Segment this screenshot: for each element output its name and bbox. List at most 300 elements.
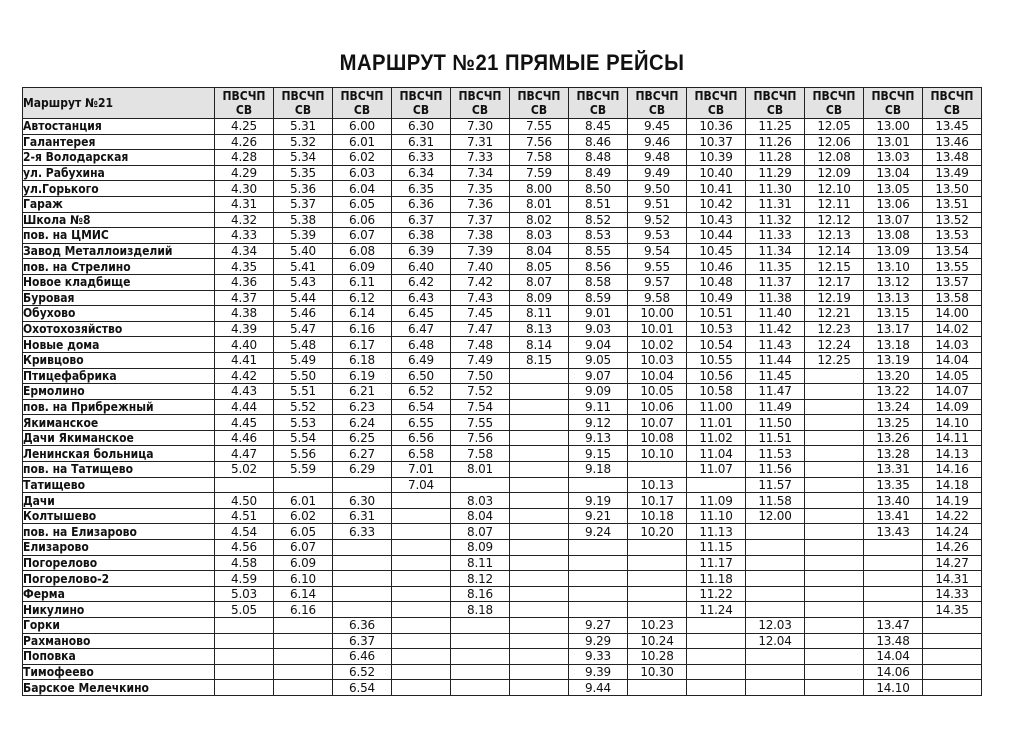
time-cell: [215, 618, 274, 634]
column-header: [451, 88, 510, 119]
stop-name: Галантерея: [23, 134, 215, 150]
time-cell: [805, 368, 864, 384]
time-cell: 10.02: [628, 337, 687, 353]
time-cell: [569, 571, 628, 587]
time-cell: 6.49: [392, 352, 451, 368]
time-cell: 6.48: [392, 337, 451, 353]
table-row: [23, 524, 982, 540]
time-cell: 8.04: [451, 508, 510, 524]
column-header: [215, 88, 274, 119]
time-cell: 6.23: [333, 399, 392, 415]
time-cell: 12.09: [805, 165, 864, 181]
time-cell: 12.00: [746, 508, 805, 524]
time-cell: [746, 586, 805, 602]
time-cell: 13.13: [864, 290, 923, 306]
time-cell: 9.53: [628, 228, 687, 244]
time-cell: 9.13: [569, 430, 628, 446]
table-row: [23, 555, 982, 571]
table-row: [23, 337, 982, 353]
time-cell: 5.02: [215, 462, 274, 478]
time-cell: 11.35: [746, 259, 805, 275]
time-cell: 7.40: [451, 259, 510, 275]
time-cell: 10.17: [628, 493, 687, 509]
time-cell: [510, 446, 569, 462]
time-cell: [274, 649, 333, 665]
time-cell: 5.34: [274, 150, 333, 166]
time-cell: 10.05: [628, 384, 687, 400]
table-row: [23, 649, 982, 665]
column-header: [805, 88, 864, 119]
column-header-line1: ПВСЧП: [694, 89, 738, 103]
time-cell: 5.31: [274, 119, 333, 135]
time-cell: 13.07: [864, 212, 923, 228]
time-cell: [510, 368, 569, 384]
time-cell: 13.40: [864, 493, 923, 509]
table-row: [23, 508, 982, 524]
time-cell: 13.54: [923, 243, 982, 259]
column-header-line1: ПВСЧП: [281, 89, 325, 103]
time-cell: [510, 508, 569, 524]
table-row: [23, 368, 982, 384]
stop-name: Автостанция: [23, 119, 215, 135]
time-cell: 13.20: [864, 368, 923, 384]
time-cell: 9.11: [569, 399, 628, 415]
time-cell: [805, 477, 864, 493]
table-row: [23, 664, 982, 680]
time-cell: 13.55: [923, 259, 982, 275]
column-header-line1: ПВСЧП: [458, 89, 502, 103]
time-cell: 7.37: [451, 212, 510, 228]
time-cell: [392, 618, 451, 634]
time-cell: 6.37: [392, 212, 451, 228]
time-cell: 13.47: [864, 618, 923, 634]
time-cell: 8.12: [451, 571, 510, 587]
time-cell: [392, 540, 451, 556]
time-cell: [510, 477, 569, 493]
time-cell: 13.49: [923, 165, 982, 181]
time-cell: 14.04: [923, 352, 982, 368]
time-cell: 11.15: [687, 540, 746, 556]
column-header-line2: СВ: [471, 103, 489, 117]
time-cell: 10.08: [628, 430, 687, 446]
time-cell: 9.18: [569, 462, 628, 478]
time-cell: 13.50: [923, 181, 982, 197]
time-cell: 5.39: [274, 228, 333, 244]
time-cell: 8.50: [569, 181, 628, 197]
time-cell: 9.54: [628, 243, 687, 259]
time-cell: 11.44: [746, 352, 805, 368]
time-cell: 13.35: [864, 477, 923, 493]
table-row: [23, 680, 982, 696]
time-cell: 14.27: [923, 555, 982, 571]
time-cell: [628, 540, 687, 556]
time-cell: 6.52: [333, 664, 392, 680]
time-cell: 12.03: [746, 618, 805, 634]
time-cell: [215, 649, 274, 665]
stop-name: Погорелово: [23, 555, 215, 571]
time-cell: 14.18: [923, 477, 982, 493]
time-cell: 12.21: [805, 306, 864, 322]
time-cell: [805, 415, 864, 431]
time-cell: 8.01: [451, 462, 510, 478]
stop-name: Кривцово: [23, 352, 215, 368]
stop-name: пов. на Татищево: [23, 462, 215, 478]
time-cell: 10.43: [687, 212, 746, 228]
time-cell: 6.35: [392, 181, 451, 197]
time-cell: 6.36: [333, 618, 392, 634]
time-cell: 8.04: [510, 243, 569, 259]
time-cell: 10.10: [628, 446, 687, 462]
time-cell: 12.19: [805, 290, 864, 306]
stop-name: Ферма: [23, 586, 215, 602]
time-cell: [451, 649, 510, 665]
time-cell: 6.03: [333, 165, 392, 181]
time-cell: [864, 555, 923, 571]
time-cell: 10.44: [687, 228, 746, 244]
stop-name: Школа №8: [23, 212, 215, 228]
time-cell: 6.04: [333, 181, 392, 197]
time-cell: 13.58: [923, 290, 982, 306]
time-cell: 8.48: [569, 150, 628, 166]
time-cell: 5.32: [274, 134, 333, 150]
time-cell: 11.34: [746, 243, 805, 259]
time-cell: 8.58: [569, 274, 628, 290]
stop-name: 2-я Володарская: [23, 150, 215, 166]
column-header-line2: СВ: [707, 103, 725, 117]
time-cell: 4.29: [215, 165, 274, 181]
time-cell: [510, 415, 569, 431]
time-cell: 6.29: [333, 462, 392, 478]
time-cell: 14.06: [864, 664, 923, 680]
time-cell: [628, 462, 687, 478]
time-cell: [923, 618, 982, 634]
time-cell: 7.54: [451, 399, 510, 415]
stop-name: Птицефабрика: [23, 368, 215, 384]
time-cell: 14.19: [923, 493, 982, 509]
time-cell: [687, 633, 746, 649]
time-cell: 13.00: [864, 119, 923, 135]
time-cell: 13.41: [864, 508, 923, 524]
time-cell: 6.38: [392, 228, 451, 244]
time-cell: [333, 602, 392, 618]
time-cell: 6.21: [333, 384, 392, 400]
time-cell: 14.16: [923, 462, 982, 478]
time-cell: 5.35: [274, 165, 333, 181]
time-cell: 13.25: [864, 415, 923, 431]
time-cell: 8.07: [510, 274, 569, 290]
column-header-line1: ПВСЧП: [576, 89, 620, 103]
time-cell: 10.40: [687, 165, 746, 181]
time-cell: 11.57: [746, 477, 805, 493]
time-cell: 4.54: [215, 524, 274, 540]
time-cell: 9.45: [628, 119, 687, 135]
time-cell: [510, 384, 569, 400]
time-cell: 5.47: [274, 321, 333, 337]
time-cell: 9.50: [628, 181, 687, 197]
time-cell: [451, 680, 510, 696]
time-cell: 13.09: [864, 243, 923, 259]
time-cell: [510, 586, 569, 602]
time-cell: 8.05: [510, 259, 569, 275]
time-cell: 11.13: [687, 524, 746, 540]
time-cell: 5.46: [274, 306, 333, 322]
time-cell: [746, 602, 805, 618]
time-cell: 11.24: [687, 602, 746, 618]
time-cell: 13.26: [864, 430, 923, 446]
time-cell: [333, 555, 392, 571]
time-cell: 4.44: [215, 399, 274, 415]
table-row: [23, 228, 982, 244]
time-cell: 6.54: [392, 399, 451, 415]
time-cell: [923, 633, 982, 649]
stop-name: Новое кладбище: [23, 274, 215, 290]
time-cell: 6.37: [333, 633, 392, 649]
time-cell: [805, 571, 864, 587]
time-cell: 7.30: [451, 119, 510, 135]
time-cell: 11.09: [687, 493, 746, 509]
time-cell: 10.49: [687, 290, 746, 306]
table-row: [23, 119, 982, 135]
time-cell: 10.07: [628, 415, 687, 431]
time-cell: 6.14: [274, 586, 333, 602]
time-cell: [746, 540, 805, 556]
time-cell: [392, 602, 451, 618]
column-header: [687, 88, 746, 119]
table-row: [23, 430, 982, 446]
table-row: [23, 446, 982, 462]
time-cell: [805, 602, 864, 618]
time-cell: 4.33: [215, 228, 274, 244]
time-cell: 9.04: [569, 337, 628, 353]
time-cell: 8.11: [451, 555, 510, 571]
table-row: [23, 399, 982, 415]
table-row: [23, 493, 982, 509]
time-cell: 11.43: [746, 337, 805, 353]
time-cell: 7.33: [451, 150, 510, 166]
time-cell: 5.53: [274, 415, 333, 431]
time-cell: 4.43: [215, 384, 274, 400]
time-cell: 4.34: [215, 243, 274, 259]
time-cell: 8.18: [451, 602, 510, 618]
time-cell: 10.06: [628, 399, 687, 415]
column-header: [274, 88, 333, 119]
time-cell: 8.45: [569, 119, 628, 135]
time-cell: 8.52: [569, 212, 628, 228]
time-cell: [392, 680, 451, 696]
time-cell: 8.59: [569, 290, 628, 306]
stop-name: Рахманово: [23, 633, 215, 649]
time-cell: 13.22: [864, 384, 923, 400]
time-cell: 4.47: [215, 446, 274, 462]
time-cell: [392, 586, 451, 602]
time-cell: 6.12: [333, 290, 392, 306]
time-cell: [333, 571, 392, 587]
time-cell: 11.25: [746, 119, 805, 135]
column-header-line2: СВ: [530, 103, 548, 117]
time-cell: 9.24: [569, 524, 628, 540]
time-cell: 4.26: [215, 134, 274, 150]
table-row: [23, 212, 982, 228]
time-cell: 13.57: [923, 274, 982, 290]
time-cell: 14.00: [923, 306, 982, 322]
table-row: [23, 196, 982, 212]
time-cell: 13.04: [864, 165, 923, 181]
time-cell: 11.22: [687, 586, 746, 602]
time-cell: 9.49: [628, 165, 687, 181]
time-cell: [215, 680, 274, 696]
time-cell: [510, 430, 569, 446]
time-cell: 6.43: [392, 290, 451, 306]
stop-name: Дачи Якиманское: [23, 430, 215, 446]
time-cell: 11.02: [687, 430, 746, 446]
time-cell: 10.39: [687, 150, 746, 166]
time-cell: [805, 508, 864, 524]
time-cell: [805, 446, 864, 462]
table-row: [23, 243, 982, 259]
column-header: [628, 88, 687, 119]
time-cell: 6.01: [333, 134, 392, 150]
column-header-line1: ПВСЧП: [399, 89, 443, 103]
time-cell: 10.53: [687, 321, 746, 337]
stop-name: пов. на Стрелино: [23, 259, 215, 275]
stop-name: Охотохозяйство: [23, 321, 215, 337]
time-cell: [333, 477, 392, 493]
time-cell: [510, 524, 569, 540]
time-cell: 6.58: [392, 446, 451, 462]
time-cell: [392, 508, 451, 524]
time-cell: 6.55: [392, 415, 451, 431]
time-cell: [451, 477, 510, 493]
time-cell: 6.30: [392, 119, 451, 135]
time-cell: 11.56: [746, 462, 805, 478]
time-cell: 6.54: [333, 680, 392, 696]
time-cell: 6.39: [392, 243, 451, 259]
time-cell: 9.44: [569, 680, 628, 696]
column-header-line2: СВ: [353, 103, 371, 117]
time-cell: [392, 555, 451, 571]
time-cell: 5.50: [274, 368, 333, 384]
table-row: [23, 602, 982, 618]
table-row: [23, 571, 982, 587]
time-cell: 11.10: [687, 508, 746, 524]
time-cell: 11.01: [687, 415, 746, 431]
time-cell: [510, 571, 569, 587]
table-row: [23, 415, 982, 431]
time-cell: 4.32: [215, 212, 274, 228]
table-row: [23, 384, 982, 400]
time-cell: 7.55: [451, 415, 510, 431]
time-cell: 8.11: [510, 306, 569, 322]
column-header-line1: ПВСЧП: [871, 89, 915, 103]
time-cell: 6.50: [392, 368, 451, 384]
time-cell: 7.38: [451, 228, 510, 244]
time-cell: [805, 493, 864, 509]
time-cell: [805, 555, 864, 571]
time-cell: 9.19: [569, 493, 628, 509]
time-cell: 7.49: [451, 352, 510, 368]
time-cell: [687, 649, 746, 665]
time-cell: 7.47: [451, 321, 510, 337]
table-row: [23, 165, 982, 181]
time-cell: [510, 602, 569, 618]
time-cell: 14.05: [923, 368, 982, 384]
time-cell: [864, 586, 923, 602]
time-cell: 9.15: [569, 446, 628, 462]
time-cell: 12.24: [805, 337, 864, 353]
time-cell: [805, 618, 864, 634]
time-cell: 13.03: [864, 150, 923, 166]
stop-name: пов. на Елизарово: [23, 524, 215, 540]
time-cell: 7.04: [392, 477, 451, 493]
time-cell: 10.20: [628, 524, 687, 540]
time-cell: [569, 586, 628, 602]
time-cell: 4.51: [215, 508, 274, 524]
time-cell: [510, 540, 569, 556]
stop-name: Завод Металлоизделий: [23, 243, 215, 259]
time-cell: 4.50: [215, 493, 274, 509]
time-cell: 9.52: [628, 212, 687, 228]
stop-name: ул.Горького: [23, 181, 215, 197]
time-cell: 6.11: [333, 274, 392, 290]
time-cell: 10.23: [628, 618, 687, 634]
time-cell: [392, 633, 451, 649]
time-cell: 12.04: [746, 633, 805, 649]
column-header: [746, 88, 805, 119]
time-cell: 13.52: [923, 212, 982, 228]
time-cell: 5.48: [274, 337, 333, 353]
table-row: [23, 321, 982, 337]
time-cell: 4.39: [215, 321, 274, 337]
time-cell: 9.27: [569, 618, 628, 634]
schedule-table: [22, 87, 982, 696]
time-cell: 7.34: [451, 165, 510, 181]
column-header-line1: ПВСЧП: [340, 89, 384, 103]
time-cell: 11.45: [746, 368, 805, 384]
time-cell: 11.26: [746, 134, 805, 150]
time-cell: 12.15: [805, 259, 864, 275]
time-cell: [451, 633, 510, 649]
stop-name: Тимофеево: [23, 664, 215, 680]
time-cell: 9.21: [569, 508, 628, 524]
time-cell: 7.01: [392, 462, 451, 478]
time-cell: 11.30: [746, 181, 805, 197]
time-cell: 9.09: [569, 384, 628, 400]
time-cell: 6.46: [333, 649, 392, 665]
stop-name: Никулино: [23, 602, 215, 618]
time-cell: 14.04: [864, 649, 923, 665]
time-cell: 11.00: [687, 399, 746, 415]
time-cell: 8.03: [510, 228, 569, 244]
time-cell: 7.56: [451, 430, 510, 446]
time-cell: [805, 680, 864, 696]
time-cell: 14.33: [923, 586, 982, 602]
time-cell: 7.31: [451, 134, 510, 150]
time-cell: [628, 555, 687, 571]
time-cell: [274, 618, 333, 634]
time-cell: 6.42: [392, 274, 451, 290]
time-cell: 14.11: [923, 430, 982, 446]
stop-name: Барское Мелечкино: [23, 680, 215, 696]
time-cell: [392, 571, 451, 587]
time-cell: 12.12: [805, 212, 864, 228]
table-row: [23, 540, 982, 556]
time-cell: 6.17: [333, 337, 392, 353]
time-cell: 4.36: [215, 274, 274, 290]
time-cell: 12.11: [805, 196, 864, 212]
time-cell: 9.29: [569, 633, 628, 649]
time-cell: [628, 680, 687, 696]
time-cell: [274, 633, 333, 649]
